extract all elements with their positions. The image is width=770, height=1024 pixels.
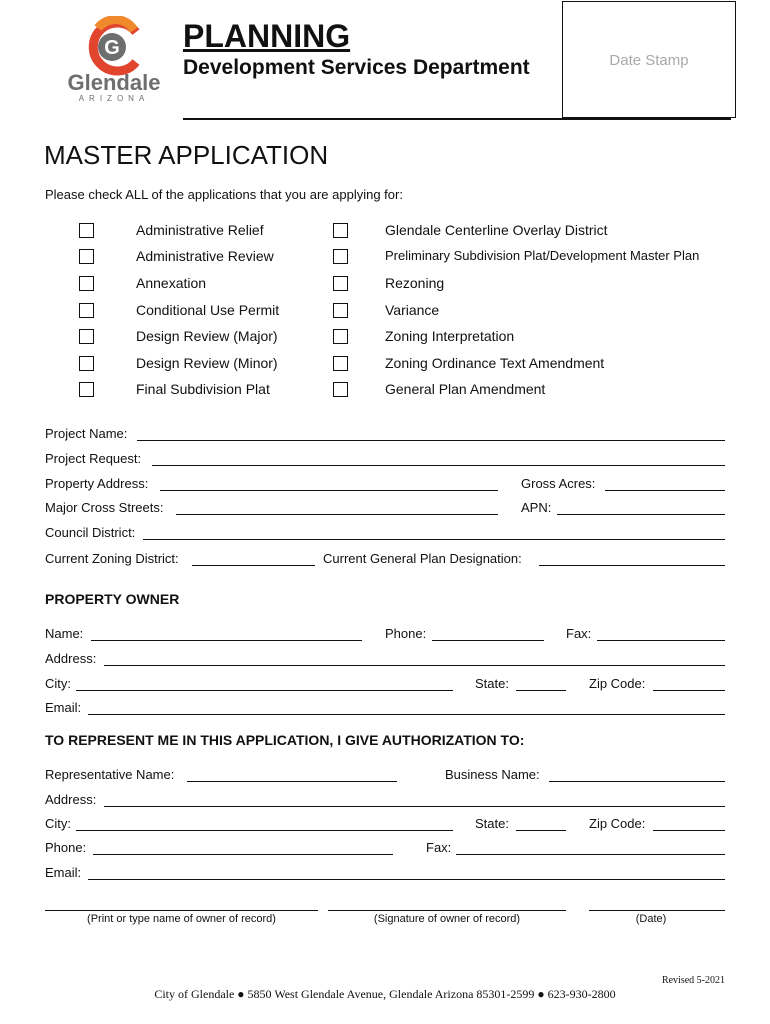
rep-address-field[interactable]: [104, 806, 725, 807]
rep-city-field[interactable]: [76, 830, 453, 831]
date-stamp-box: [562, 1, 736, 118]
option-label: Administrative Relief: [136, 222, 264, 238]
owner-email-field[interactable]: [88, 714, 725, 715]
owner-fax-label: Fax:: [566, 626, 592, 641]
zoning-district-label: Current Zoning District:: [45, 551, 179, 566]
svg-text:G: G: [104, 37, 120, 59]
option-label: Annexation: [136, 275, 207, 291]
checkbox-left-5[interactable]: [79, 356, 94, 371]
option-label: Preliminary Subdivision Plat/Development Master Plan: [385, 248, 700, 263]
rep-zip-label: Zip Code:: [589, 816, 646, 831]
header-rule: [183, 118, 731, 120]
general-plan-label: Current General Plan Designation:: [323, 551, 522, 566]
date-caption: (Date): [635, 913, 667, 925]
date-stamp-label: Date Stamp: [609, 52, 689, 69]
business-name-label: Business Name:: [445, 767, 540, 782]
owner-state-field[interactable]: [516, 690, 566, 691]
gross-acres-field[interactable]: [605, 490, 725, 491]
rep-fax-field[interactable]: [456, 854, 725, 855]
general-plan-field[interactable]: [539, 565, 725, 566]
signature-line[interactable]: [328, 910, 566, 911]
checkbox-right-5[interactable]: [333, 356, 348, 371]
glendale-g-icon: [64, 16, 164, 78]
option-label: Administrative Review: [136, 248, 274, 264]
owner-name-label: Name:: [45, 626, 84, 641]
option-label: Conditional Use Permit: [136, 302, 280, 318]
rep-email-field[interactable]: [88, 879, 725, 880]
zoning-district-field[interactable]: [192, 565, 315, 566]
owner-city-field[interactable]: [76, 690, 453, 691]
owner-phone-field[interactable]: [432, 640, 544, 641]
owner-zip-field[interactable]: [653, 690, 725, 691]
logo-sub: ARIZONA: [78, 94, 150, 103]
option-label: Zoning Ordinance Text Amendment: [385, 355, 605, 371]
checkbox-left-1[interactable]: [79, 249, 94, 264]
checkbox-left-2[interactable]: [79, 276, 94, 291]
apn-field[interactable]: [557, 514, 725, 515]
logo: [64, 16, 164, 104]
checkbox-right-3[interactable]: [333, 303, 348, 318]
checkbox-right-0[interactable]: [333, 223, 348, 238]
option-label: Design Review (Major): [136, 328, 278, 344]
print-name-caption: (Print or type name of owner of record): [87, 913, 276, 925]
apn-label: APN:: [521, 500, 552, 515]
owner-address-field[interactable]: [104, 665, 725, 666]
property-address-label: Property Address:: [45, 476, 149, 491]
form-instruction: Please check ALL of the applications that you are applying for:: [45, 187, 403, 202]
cross-streets-field[interactable]: [176, 514, 498, 515]
representative-heading: TO REPRESENT ME IN THIS APPLICATION, I GIVE AUTHORIZATION TO:: [45, 732, 525, 748]
project-request-field[interactable]: [152, 465, 725, 466]
option-label: Zoning Interpretation: [385, 328, 515, 344]
owner-name-field[interactable]: [91, 640, 362, 641]
checkbox-left-6[interactable]: [79, 382, 94, 397]
property-address-field[interactable]: [160, 490, 498, 491]
option-label: Rezoning: [385, 275, 445, 291]
rep-state-field[interactable]: [516, 830, 566, 831]
revised-date: Revised 5-2021: [661, 975, 725, 986]
checkbox-left-4[interactable]: [79, 329, 94, 344]
rep-fax-label: Fax:: [426, 840, 452, 855]
rep-phone-field[interactable]: [93, 854, 393, 855]
checkbox-right-2[interactable]: [333, 276, 348, 291]
business-name-field[interactable]: [549, 781, 725, 782]
project-name-label: Project Name:: [45, 426, 128, 441]
checkbox-right-1[interactable]: [333, 249, 348, 264]
department-subtitle: Development Services Department: [183, 56, 530, 79]
owner-fax-field[interactable]: [597, 640, 725, 641]
option-label: General Plan Amendment: [385, 381, 546, 397]
option-label: Design Review (Minor): [136, 355, 278, 371]
checkbox-left-3[interactable]: [79, 303, 94, 318]
project-request-label: Project Request:: [45, 451, 142, 466]
rep-zip-field[interactable]: [653, 830, 725, 831]
option-label: Glendale Centerline Overlay District: [385, 222, 608, 238]
council-district-label: Council District:: [45, 525, 136, 540]
rep-city-label: City:: [45, 816, 71, 831]
signature-caption: (Signature of owner of record): [373, 913, 521, 925]
rep-phone-label: Phone:: [45, 840, 87, 855]
project-name-field[interactable]: [137, 440, 725, 441]
owner-state-label: State:: [475, 676, 509, 691]
page-title: PLANNING: [183, 18, 351, 54]
checkbox-left-0[interactable]: [79, 223, 94, 238]
rep-state-label: State:: [475, 816, 509, 831]
owner-phone-label: Phone:: [385, 626, 427, 641]
checkbox-right-4[interactable]: [333, 329, 348, 344]
owner-zip-label: Zip Code:: [589, 676, 646, 691]
property-owner-heading: PROPERTY OWNER: [45, 591, 180, 607]
rep-name-field[interactable]: [187, 781, 397, 782]
rep-address-label: Address:: [45, 792, 97, 807]
owner-email-label: Email:: [45, 700, 82, 715]
rep-email-label: Email:: [45, 865, 82, 880]
print-name-line[interactable]: [45, 910, 318, 911]
rep-name-label: Representative Name:: [45, 767, 175, 782]
option-label: Variance: [385, 302, 440, 318]
cross-streets-label: Major Cross Streets:: [45, 500, 164, 515]
owner-address-label: Address:: [45, 651, 97, 666]
owner-city-label: City:: [45, 676, 71, 691]
option-label: Final Subdivision Plat: [136, 381, 270, 397]
council-district-field[interactable]: [143, 539, 725, 540]
logo-name: Glendale: [67, 70, 161, 95]
checkbox-right-6[interactable]: [333, 382, 348, 397]
form-heading: MASTER APPLICATION: [44, 140, 329, 170]
gross-acres-label: Gross Acres:: [521, 476, 596, 491]
footer-address: City of Glendale ● 5850 West Glendale Avenue, Glendale Arizona 85301-2599 ● 623-930-2800: [154, 987, 616, 1001]
date-line[interactable]: [589, 910, 725, 911]
